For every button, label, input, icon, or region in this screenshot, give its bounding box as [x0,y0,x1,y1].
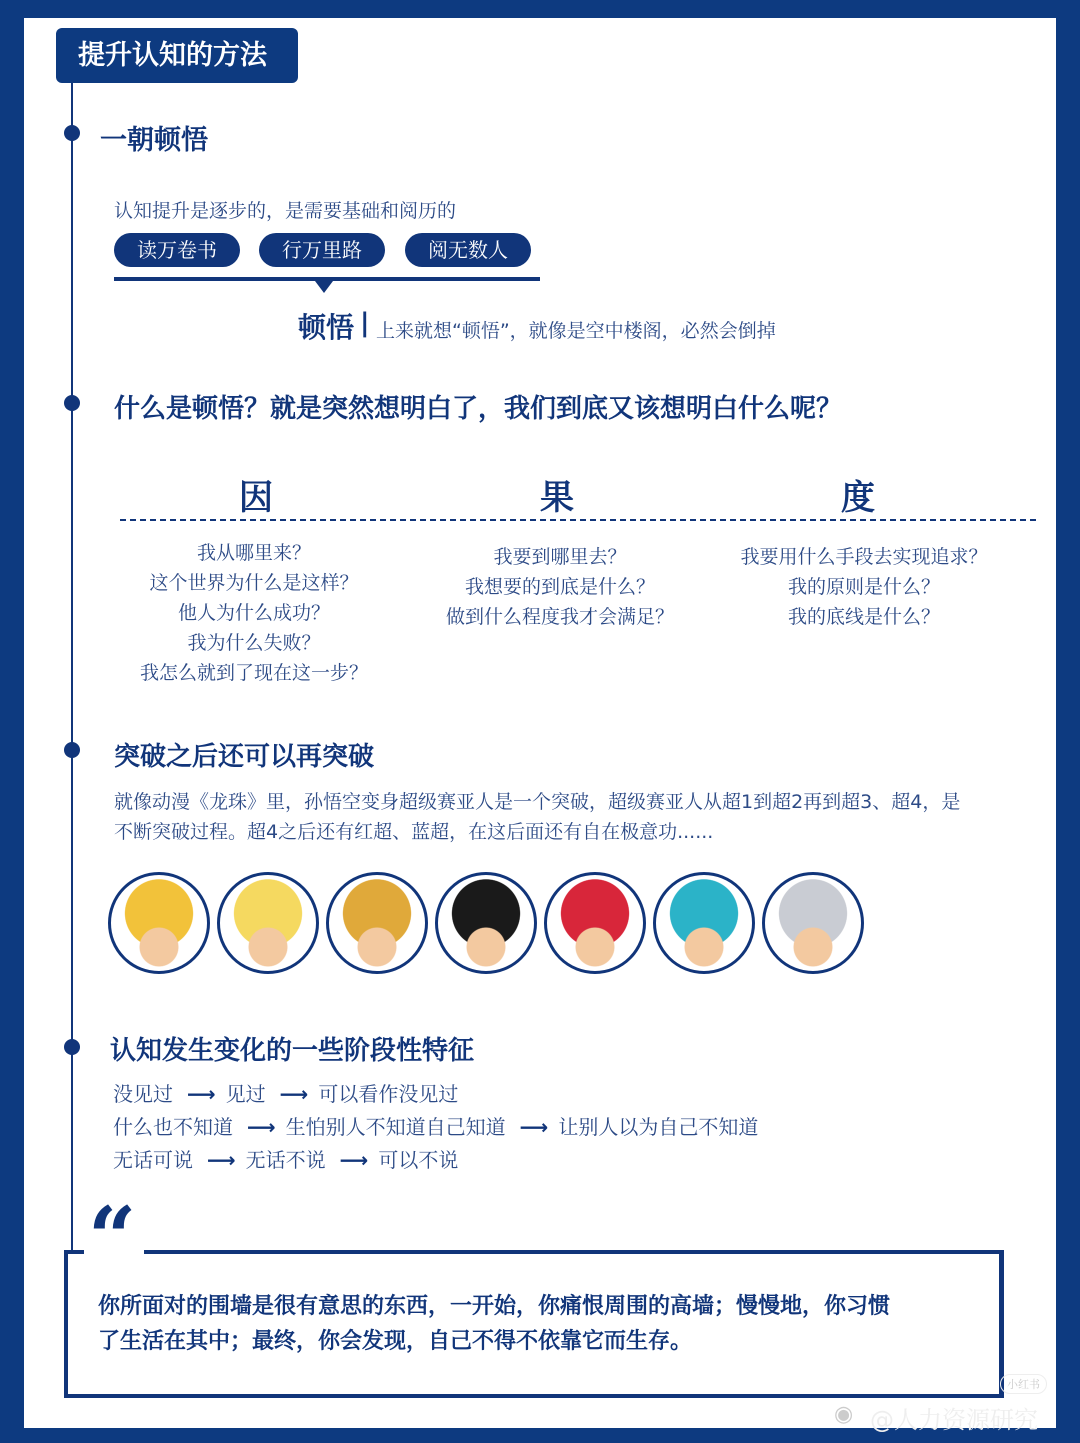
stage: 生怕别人不知道自己知道 [285,1115,506,1139]
arrow-right-icon: ⟶ [207,1148,236,1172]
watermark-handle: @人力资源研究 [870,1406,1038,1434]
intro-text: 认知提升是逐步的，是需要基础和阅历的 [114,200,457,222]
timeline-dot [64,395,80,411]
stage: 没见过 [113,1082,173,1106]
question: 我要到哪里去？ [493,546,627,568]
key-term: 顿悟 [298,311,355,344]
avatar-ssj-blue [653,872,755,974]
page-title: 提升认知的方法 [56,28,298,83]
body-text: 就像动漫《龙珠》里，孙悟空变身超级赛亚人是一个突破，超级赛亚人从超1到超2再到超3、超4，是 [114,791,961,813]
question: 我要用什么手段去实现追求？ [740,546,988,568]
question: 我为什么失败？ [187,632,321,654]
body-text: 不断突破过程。超4之后还有红超、蓝超，在这后面还有自在极意功...... [114,821,714,843]
stage: 什么也不知道 [113,1115,233,1139]
avatar-ssj1 [108,872,210,974]
page-sheet [24,18,1056,1428]
stage-row [113,1111,768,1140]
question: 我的原则是什么？ [787,576,940,598]
separator: | [360,308,370,338]
stage: 见过 [225,1082,266,1106]
quote-line: 你所面对的围墙是很有意思的东西，一开始，你痛恨周围的高墙；慢慢地，你习惯 [98,1294,891,1319]
question: 我想要的到底是什么？ [464,576,655,598]
stage: 让别人以为自己不知道 [558,1115,759,1139]
stage-row [113,1078,468,1107]
column-effect [410,542,710,632]
avatar-ssj4 [435,872,537,974]
question: 这个世界为什么是这样？ [149,572,359,594]
timeline-dot [64,742,80,758]
timeline-dot [64,1039,80,1055]
question: 我怎么就到了现在这一步？ [139,662,368,684]
section-heading: 一朝顿悟 [100,125,208,156]
column-head: 因 [239,478,273,518]
column-cause [104,538,404,688]
question: 做到什么程度我才会满足？ [445,606,674,628]
section-heading: 认知发生变化的一些阶段性特征 [110,1036,475,1066]
quote-mark-icon: “ [88,1188,137,1287]
avatar-ultra-instinct [762,872,864,974]
arrow-right-icon: ⟶ [339,1148,369,1172]
key-note: 上来就想“顿悟”，就像是空中楼阁，必然会倒掉 [376,320,776,342]
question: 我的底线是什么？ [787,606,940,628]
column-degree [714,542,1014,632]
avatar-ssj2 [217,872,319,974]
arrow-right-icon: ⟶ [187,1082,216,1106]
column-head: 度 [841,478,875,518]
pill: 阅无数人 [405,233,531,267]
column-head: 果 [540,478,574,518]
timeline-dot [64,125,80,141]
stage: 无话不说 [245,1148,326,1172]
arrow-right-icon: ⟶ [279,1082,309,1106]
timeline-line [71,83,73,1253]
question: 我从哪里来？ [196,542,311,564]
quote-line: 了生活在其中；最终，你会发现，自己不得不依靠它而生存。 [98,1329,693,1354]
section-heading: 什么是顿悟？就是突然想明白了，我们到底又该想明白什么呢？ [114,394,843,424]
pill: 行万里路 [259,233,385,267]
watermark-small: 小红书 [1000,1374,1047,1394]
stage-row [113,1144,468,1173]
dashed-divider [120,519,1036,521]
weibo-icon: ◉ [834,1402,854,1427]
question: 他人为什么成功？ [177,602,330,624]
pointer-triangle [315,281,333,293]
arrow-right-icon: ⟶ [247,1115,276,1139]
arrow-right-icon: ⟶ [519,1115,549,1139]
stage: 可以不说 [378,1148,459,1172]
section-heading: 突破之后还可以再突破 [114,742,375,772]
pill: 读万卷书 [114,233,240,267]
stage: 可以看作没见过 [318,1082,459,1106]
avatar-ssj3 [326,872,428,974]
stage: 无话可说 [113,1148,193,1172]
avatar-ssj-god [544,872,646,974]
